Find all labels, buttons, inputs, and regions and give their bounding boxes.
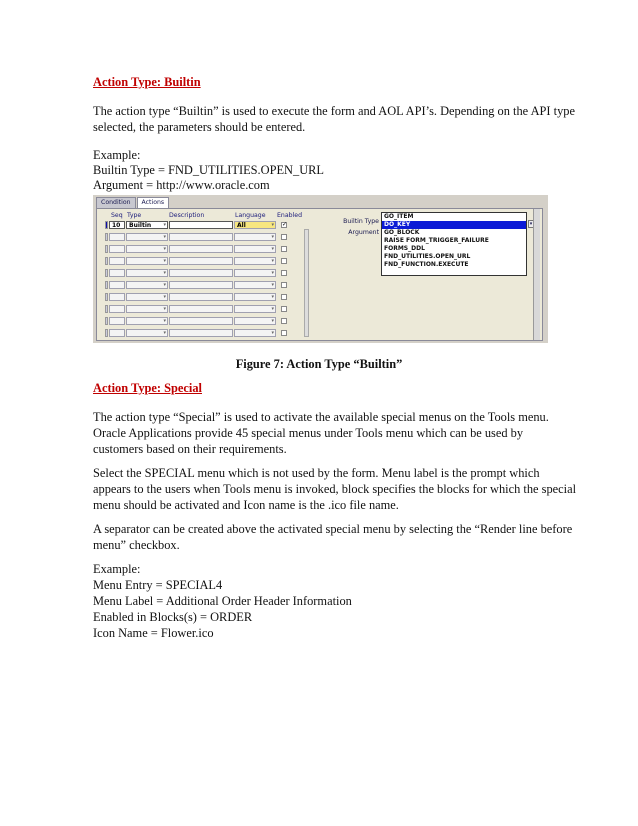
heading-action-type-special: Action Type: Special [93,381,202,395]
type-field[interactable] [126,329,168,337]
language-field[interactable] [234,305,276,313]
builtin-example-label: Example: [93,148,141,162]
tab-condition[interactable]: Condition [96,197,136,208]
enabled-checkbox[interactable] [281,294,287,300]
chevron-down-icon[interactable]: ▾ [163,234,166,240]
chevron-down-icon[interactable]: ▾ [271,222,274,228]
builtin-option[interactable]: FORMS_DDL [384,245,425,252]
enabled-checkbox[interactable] [281,270,287,276]
language-field[interactable] [234,293,276,301]
enabled-checkbox[interactable] [281,318,287,324]
builtin-example-line-2: Argument = http://www.oracle.com [93,178,270,192]
special-separator-line-2: menu” checkbox. [93,538,180,552]
special-example-line-1: Menu Entry = SPECIAL4 [93,578,223,592]
language-field[interactable] [234,317,276,325]
row-marker[interactable] [105,245,108,253]
type-field[interactable] [126,293,168,301]
chevron-down-icon[interactable]: ▾ [163,318,166,324]
description-field[interactable] [169,221,233,229]
column-header-type: Type [127,212,142,219]
seq-field[interactable] [109,305,125,313]
row-marker[interactable] [105,305,108,313]
chevron-down-icon[interactable]: ▾ [163,330,166,336]
list-dropdown-icon[interactable]: ▾ [529,221,533,227]
figure-caption: Figure 7: Action Type “Builtin” [235,357,403,371]
row-marker[interactable] [105,293,108,301]
seq-field[interactable] [109,281,125,289]
language-field[interactable] [234,329,276,337]
type-field[interactable] [126,281,168,289]
special-example-label: Example: [93,562,141,576]
row-marker[interactable] [105,221,108,229]
seq-value: 10 [112,222,121,229]
argument-label: Argument [348,229,379,236]
enabled-checkbox[interactable] [281,246,287,252]
special-example-line-2: Menu Label = Additional Order Header Information [93,594,352,608]
enabled-checkbox[interactable] [281,306,287,312]
chevron-down-icon[interactable]: ▾ [163,306,166,312]
chevron-down-icon[interactable]: ▾ [271,330,274,336]
language-field[interactable] [234,233,276,241]
column-header-language: Language [235,212,266,219]
heading-action-type-builtin: Action Type: Builtin [93,75,201,89]
chevron-down-icon[interactable]: ▾ [271,246,274,252]
builtin-option[interactable]: FND_UTILITIES.OPEN_URL [384,253,471,260]
actions-panel [96,208,543,341]
builtin-type-label: Builtin Type [343,218,379,225]
description-field[interactable] [169,281,233,289]
special-select-line-2: appears to the users when Tools menu is invoked, block specifies the blocks for which the special [93,482,577,496]
description-field[interactable] [169,257,233,265]
rows-scrollbar[interactable] [304,229,309,337]
row-marker[interactable] [105,269,108,277]
description-field[interactable] [169,269,233,277]
row-marker[interactable] [105,329,108,337]
chevron-down-icon[interactable]: ▾ [271,234,274,240]
column-header-description: Description [169,212,205,219]
seq-field[interactable] [109,221,125,229]
enabled-checkbox[interactable] [281,282,287,288]
column-header-enabled: Enabled [277,212,303,219]
chevron-down-icon[interactable]: ▾ [271,294,274,300]
builtin-type-list[interactable] [381,212,527,276]
seq-field[interactable] [109,329,125,337]
special-example-line-3: Enabled in Blocks(s) = ORDER [93,610,253,624]
enabled-checkbox[interactable] [281,234,287,240]
column-header-seq: Seq [111,212,123,219]
row-marker[interactable] [105,257,108,265]
type-field[interactable] [126,257,168,265]
builtin-example-line-1: Builtin Type = FND_UTILITIES.OPEN_URL [93,163,324,177]
seq-field[interactable] [109,317,125,325]
chevron-down-icon[interactable]: ▾ [163,270,166,276]
language-value: All [237,222,246,229]
enabled-checkbox[interactable] [281,258,287,264]
enabled-checkbox[interactable] [281,330,287,336]
type-field[interactable] [126,317,168,325]
seq-field[interactable] [109,245,125,253]
special-separator-line-1: A separator can be created above the activated special menu by selecting the “Render line before [93,522,573,536]
type-field[interactable] [126,269,168,277]
seq-field[interactable] [109,269,125,277]
description-field[interactable] [169,245,233,253]
special-select-line-1: Select the SPECIAL menu which is not used by the form. Menu label is the prompt which [93,466,540,480]
description-field[interactable] [169,293,233,301]
language-field[interactable] [234,245,276,253]
tab-actions[interactable]: Actions [137,197,170,208]
type-field[interactable] [126,221,168,229]
seq-field[interactable] [109,233,125,241]
builtin-option[interactable]: FND_FUNCTION.EXECUTE [384,261,469,268]
language-field[interactable] [234,257,276,265]
special-description-line-3: customers based on their requirements. [93,442,287,456]
type-field[interactable] [126,305,168,313]
language-field[interactable] [234,281,276,289]
row-marker[interactable] [105,233,108,241]
builtin-description-line-2: selected, the parameters should be entered. [93,120,306,134]
builtin-option[interactable]: GO_BLOCK [384,229,420,236]
builtin-option[interactable]: RAISE FORM_TRIGGER_FAILURE [384,237,489,244]
form-tabs [96,197,170,208]
builtin-option[interactable]: GO_ITEM [384,213,414,220]
language-field[interactable] [234,269,276,277]
special-description-line-1: The action type “Special” is used to activate the available special menus on the Tools menu. [93,410,549,424]
seq-field[interactable] [109,257,125,265]
special-description-line-2: Oracle Applications provide 45 special menus under Tools menu which can be used by [93,426,524,440]
seq-field[interactable] [109,293,125,301]
chevron-down-icon[interactable]: ▾ [271,282,274,288]
type-value: Builtin [129,222,152,229]
special-example-line-4: Icon Name = Flower.ico [93,626,214,640]
builtin-option-selected[interactable]: DO_KEY [382,221,526,229]
builtin-actions-screenshot [93,195,548,343]
chevron-down-icon[interactable]: ▾ [271,270,274,276]
row-marker[interactable] [105,317,108,325]
chevron-down-icon[interactable]: ▾ [271,306,274,312]
language-field[interactable] [234,221,276,229]
description-field[interactable] [169,233,233,241]
chevron-down-icon[interactable]: ▾ [163,294,166,300]
chevron-down-icon[interactable]: ▾ [271,318,274,324]
row-marker[interactable] [105,281,108,289]
chevron-down-icon[interactable]: ▾ [163,246,166,252]
type-field[interactable] [126,233,168,241]
chevron-down-icon[interactable]: ▾ [271,258,274,264]
builtin-description-line-1: The action type “Builtin” is used to execute the form and AOL API’s. Depending on the API type [93,104,575,118]
special-select-line-3: menu should be activated and Icon name is the .ico file name. [93,498,399,512]
description-field[interactable] [169,317,233,325]
chevron-down-icon[interactable]: ▾ [163,222,166,228]
panel-scrollbar[interactable] [533,209,540,340]
description-field[interactable] [169,305,233,313]
type-field[interactable] [126,245,168,253]
chevron-down-icon[interactable]: ▾ [163,258,166,264]
description-field[interactable] [169,329,233,337]
chevron-down-icon[interactable]: ▾ [163,282,166,288]
enabled-checkbox[interactable] [281,222,287,228]
